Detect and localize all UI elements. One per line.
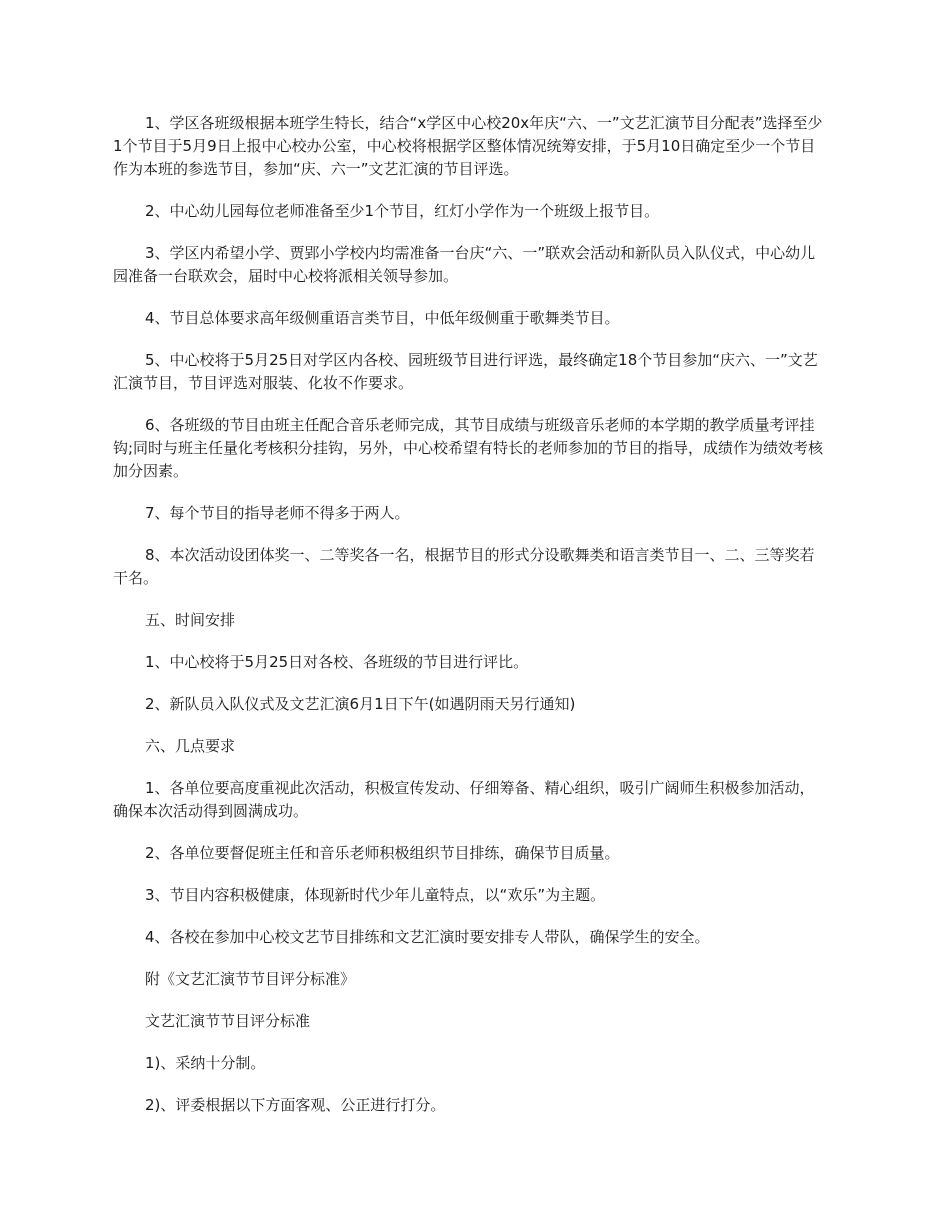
section-heading-schedule: 五、时间安排 (145, 611, 236, 629)
paragraph-rule-5: 5、中心校将于5月25日对学区内各校、园班级节目进行评选，最终确定18个节目参加“庆六、一”文艺汇演节目，节目评选对服装、化妆不作要求。 (113, 351, 818, 392)
paragraph-rule-7: 7、每个节目的指导老师不得多于两人。 (145, 504, 410, 522)
paragraph-requirement-1: 1、各单位要高度重视此次活动，积极宣传发动、仔细筹备、精心组织，吸引广阔师生积极参加活动，确保本次活动得到圆满成功。 (113, 779, 815, 820)
paragraph-rule-6: 6、各班级的节目由班主任配合音乐老师完成，其节目成绩与班级音乐老师的本学期的教学质量考评挂钩;同时与班主任量化考核积分挂钩，另外，中心校希望有特长的老师参加的节目的指导，成绩作为绩效考核加分因素。 (113, 416, 824, 480)
appendix-title: 文艺汇演节节目评分标准 (145, 1012, 311, 1030)
paragraph-rule-8: 8、本次活动设团体奖一、二等奖各一名，根据节目的形式分设歌舞类和语言类节目一、二、三等奖若干名。 (113, 546, 815, 587)
paragraph-rule-1: 1、学区各班级根据本班学生特长，结合“x学区中心校20x年庆“六、一”文艺汇演节目分配表”选择至少1个节目于5月9日上报中心校办公室，中心校将根据学区整体情况统筹安排，于5月10日确定至少一个节目作为本班的参选节目，参加“庆、六一”文艺汇演的节目评选。 (113, 114, 823, 178)
scoring-item-2: 2)、评委根据以下方面客观、公正进行打分。 (145, 1096, 446, 1114)
paragraph-schedule-2: 2、新队员入队仪式及文艺汇演6月1日下午(如遇阴雨天另行通知) (145, 695, 576, 713)
scoring-item-1: 1)、采纳十分制。 (145, 1054, 266, 1072)
section-heading-requirements: 六、几点要求 (145, 737, 236, 755)
appendix-reference: 附《文艺汇演节节目评分标准》 (145, 970, 356, 988)
document-body (113, 112, 828, 1136)
paragraph-requirement-2: 2、各单位要督促班主任和音乐老师积极组织节目排练，确保节目质量。 (145, 844, 620, 862)
paragraph-rule-3: 3、学区内希望小学、贾郢小学校内均需准备一台庆“六、一”联欢会活动和新队员入队仪式，中心幼儿园准备一台联欢会，届时中心校将派相关领导参加。 (113, 244, 816, 285)
paragraph-requirement-4: 4、各校在参加中心校文艺节目排练和文艺汇演时要安排专人带队，确保学生的安全。 (145, 928, 710, 946)
paragraph-requirement-3: 3、节目内容积极健康，体现新时代少年儿童特点，以“欢乐”为主题。 (145, 886, 606, 904)
paragraph-schedule-1: 1、中心校将于5月25日对各校、各班级的节目进行评比。 (145, 653, 529, 671)
paragraph-rule-2: 2、中心幼儿园每位老师准备至少1个节目，红灯小学作为一个班级上报节目。 (145, 202, 660, 220)
paragraph-rule-4: 4、节目总体要求高年级侧重语言类节目，中低年级侧重于歌舞类节目。 (145, 309, 620, 327)
